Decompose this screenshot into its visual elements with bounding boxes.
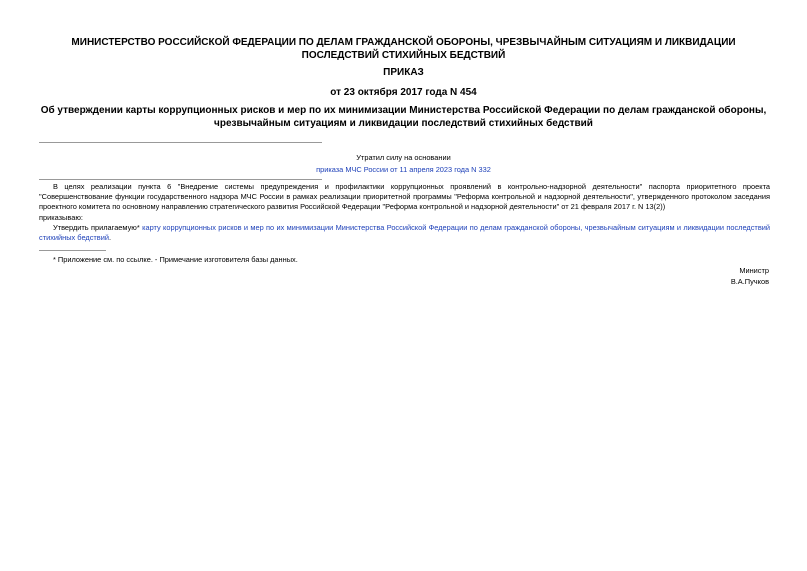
preamble-paragraph: В целях реализации пункта 6 "Внедрение системы предупреждения и профилактики коррупционных проявлений в контрольно-надзорной деятельности" паспорта приоритетного проекта "Совершенствование функции государственного надзора МЧС России в рамках реализации приоритетной программы "Реформа контрольной и надзорной деятельности", утвержденного протоколом заседания проектного комитета по основному направлению стратегического развития Российской Федерации "Реформа контрольной и надзорной деятельности" от 21 февраля 2017 г. N 13(2)) bbox=[39, 182, 770, 211]
orders-label: приказываю: bbox=[39, 213, 83, 222]
divider-top bbox=[39, 142, 322, 143]
order-title: Об утверждении карты коррупционных рисков и мер по их минимизации Министерства Российской Федерации по делам гражданской обороны, чрезвычайным ситуациям и ликвидации последствий стихийных бедствий bbox=[40, 105, 767, 129]
approve-map-link[interactable]: карту коррупционных рисков и мер по их минимизации Министерства Российской Федерации по делам гражданской обороны, чрезвычайным ситуациям и ликвидации последствий стихийных бедствий bbox=[39, 223, 770, 242]
order-date-number: от 23 октября 2017 года N 454 bbox=[330, 87, 477, 98]
footnote-divider bbox=[39, 250, 106, 251]
signer-position: Министр bbox=[739, 266, 769, 275]
footnote: * Приложение см. по ссылке. - Примечание изготовителя базы данных. bbox=[53, 255, 298, 264]
signer-name: В.А.Пучков bbox=[730, 277, 769, 286]
expired-note: Утратил силу на основании bbox=[356, 153, 451, 162]
approve-suffix: . bbox=[108, 233, 112, 242]
expired-order-link[interactable]: приказа МЧС России от 11 апреля 2023 года N 332 bbox=[316, 165, 491, 174]
expired-link-line bbox=[250, 164, 557, 175]
ministry-heading: МИНИСТЕРСТВО РОССИЙСКОЙ ФЕДЕРАЦИИ ПО ДЕЛАМ ГРАЖДАНСКОЙ ОБОРОНЫ, ЧРЕЗВЫЧАЙНЫМ СИТУАЦИЯМ И ЛИКВИДАЦИИ ПОСЛЕДСТВИЙ СТИХИЙНЫХ БЕДСТВИЙ bbox=[71, 37, 736, 61]
document-type: ПРИКАЗ bbox=[383, 67, 424, 78]
approve-prefix: Утвердить прилагаемую* bbox=[53, 223, 140, 232]
divider-middle bbox=[39, 179, 322, 180]
approve-paragraph bbox=[39, 223, 770, 243]
